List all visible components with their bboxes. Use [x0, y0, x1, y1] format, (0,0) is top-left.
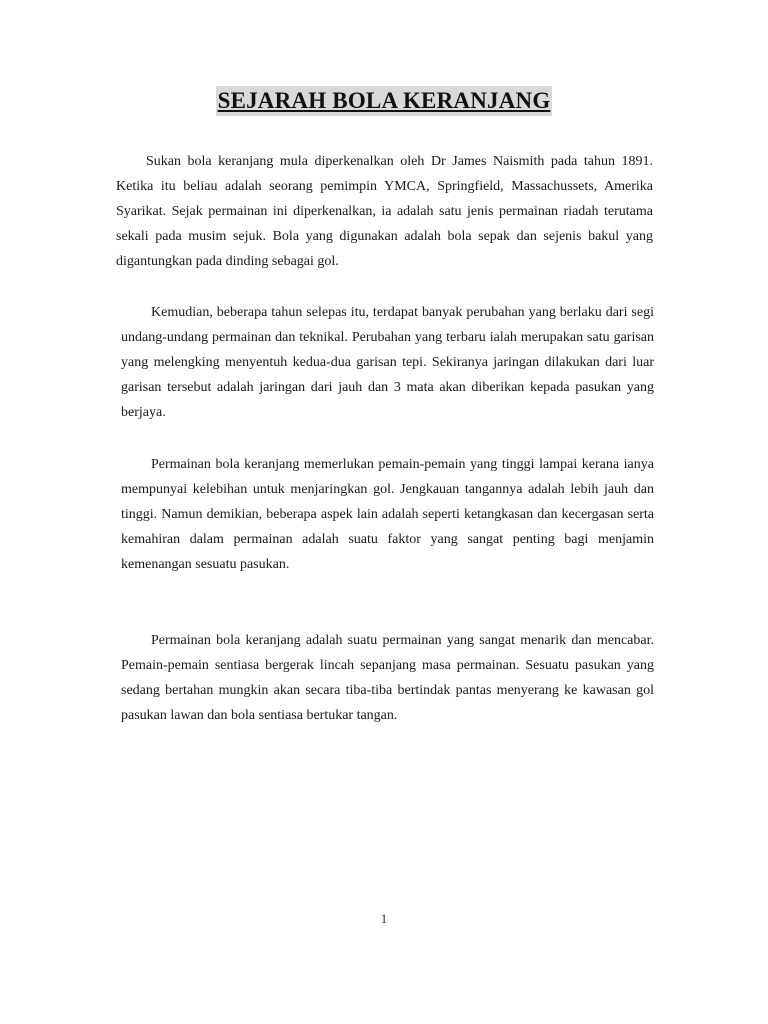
title-container [0, 86, 768, 116]
paragraph-4-text: Permainan bola keranjang adalah suatu permainan yang sangat menarik dan mencabar. Pemain-pemain sentiasa bergerak lincah sepanjang masa permainan. Sesuatu pasukan yang sedang bertahan mungkin akan secara tiba-tiba bertindak pantas menyerang ke kawasan gol pasukan lawan dan bola sentiasa bertukar tangan. [121, 633, 654, 723]
paragraph-2 [121, 300, 654, 425]
paragraph-2-text: Kemudian, beberapa tahun selepas itu, terdapat banyak perubahan yang berlaku dari segi undang-undang permainan dan teknikal. Perubahan yang terbaru ialah merupakan satu garisan yang melengking menyentuh kedua-dua garisan tepi. Sekiranya jaringan dilakukan dari luar garisan tersebut adalah jaringan dari jauh dan 3 mata akan diberikan kepada pasukan yang berjaya. [121, 305, 654, 420]
paragraph-4 [121, 628, 654, 728]
paragraph-1-text: Sukan bola keranjang mula diperkenalkan oleh Dr James Naismith pada tahun 1891. Ketika itu beliau adalah seorang pemimpin YMCA, Springfield, Massachussets, Amerika Syarikat. Sejak permainan ini diperkenalkan, ia adalah satu jenis permainan riadah terutama sekali pada musim sejuk. Bola yang digunakan adalah bola sepak dan sejenis bakul yang digantungkan pada dinding sebagai gol. [116, 154, 653, 269]
page-number: 1 [380, 911, 388, 926]
paragraph-3 [121, 452, 654, 577]
paragraph-1 [116, 149, 653, 274]
page-title: SEJARAH BOLA KERANJANG [216, 86, 553, 116]
paragraph-3-text: Permainan bola keranjang memerlukan pemain-pemain yang tinggi lampai kerana ianya mempunyai kelebihan untuk menjaringkan gol. Jengkauan tangannya adalah lebih jauh dan tinggi. Namun demikian, beberapa aspek lain adalah seperti ketangkasan dan kecergasan serta kemahiran dalam permainan adalah suatu faktor yang sangat penting bagi menjamin kemenangan sesuatu pasukan. [121, 457, 654, 572]
